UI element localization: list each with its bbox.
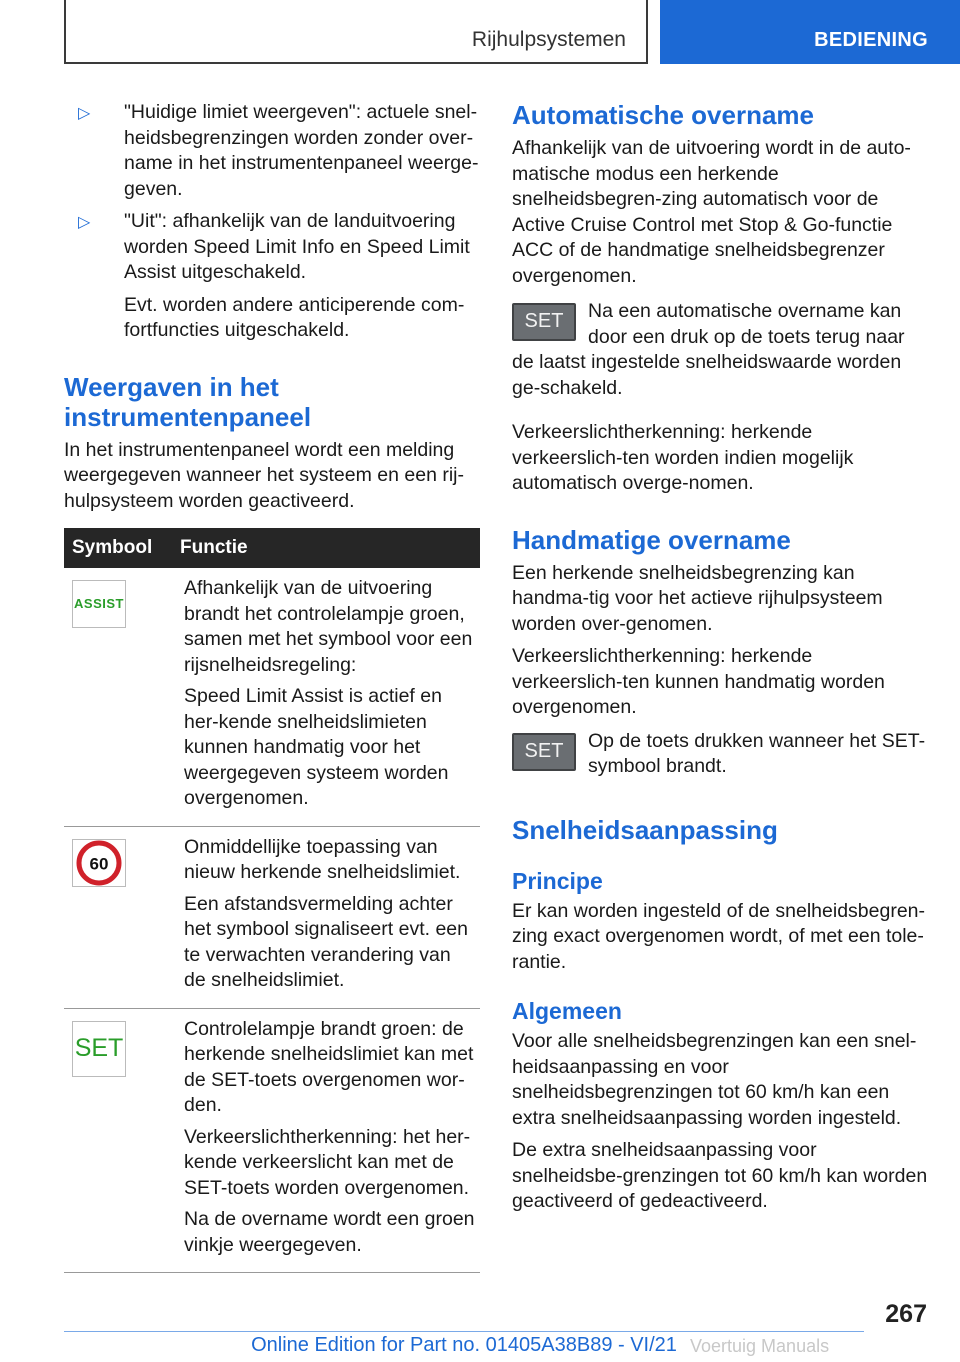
chapter-title: BEDIENING (814, 29, 928, 51)
general-text: De extra snelheidsaanpassing voor snelheidsbe-grenzingen tot 60 km/h kan worden geactiveerd of gedeactiveerd. (512, 1139, 928, 1212)
symbol-table (64, 528, 480, 1273)
manual-key-paragraph (512, 729, 928, 787)
table-row (64, 1008, 480, 1273)
bullet-text: "Huidige limiet weergeven": actuele snel-heidsbegrenzingen worden zonder over-name in het instrumentenpaneel weerge-geven. (124, 101, 479, 200)
table-row (64, 826, 480, 1008)
principle-text: Er kan worden ingesteld of de snelheidsbegren-zing exact overgenomen wordt, of met een tole-rantie. (512, 899, 926, 973)
footer-edition: Online Edition for Part no. 01405A38B89 - VI/21 (251, 1334, 677, 1356)
manual-traffic-light-text: Verkeerslichtherkenning: herkende verkeerslich-ten kunnen handmatig worden overgenomen. (512, 645, 885, 718)
bullet-text: "Uit": afhankelijk van de landuitvoering worden Speed Limit Info en Speed Limit Assist uitgeschakeld. (124, 210, 470, 283)
row-text: Verkeerslichtherkenning: het her-kende verkeerslicht kan met de SET-toets worden overgenomen. (184, 1125, 471, 1199)
heading-principle: Principe (512, 867, 603, 894)
heading-automatic-takeover: Automatische overname (512, 100, 814, 130)
heading-speed-adjustment: Snelheidsaanpassing (512, 814, 778, 845)
header-chapter-tab[interactable] (660, 0, 960, 64)
section-heading-display: Weergaven in het instrumentenpaneel (64, 371, 312, 432)
row-text: Een afstandsvermelding achter het symbool signaliseert evt. een te verwachten verandering van de snelheidslimiet. (184, 892, 468, 991)
bullet-item (64, 100, 480, 202)
row-text: Onmiddellijke toepassing van nieuw herkende snelheidslimiet. (184, 835, 461, 883)
general-text: Voor alle snelheidsbegrenzingen kan een snel-heidsaanpassing en voor snelheidsbegrenzingen tot 60 km/h kan een extra snelheidsaanpassing worden ingesteld. (512, 1030, 917, 1129)
row-text: Speed Limit Assist is actief en her-kende snelheidslimieten kunnen handmatig voor het weergegeven systeem worden overgenomen. (184, 685, 449, 809)
auto-key-paragraph (512, 299, 928, 408)
bullet-triangle-icon: ▷ (78, 214, 91, 231)
svg-text:60: 60 (89, 854, 109, 873)
footer-divider (64, 1331, 864, 1332)
table-row (64, 568, 480, 826)
page-number: 267 (885, 1300, 927, 1328)
header-section-box (64, 0, 648, 64)
set-indicator-icon: SET (72, 1021, 126, 1077)
manual-key-text: Op de toets drukken wanneer het SET-symbool brandt. (588, 729, 926, 777)
table-header-function: Functie (176, 528, 480, 568)
section-title: Rijhulpsystemen (471, 28, 626, 51)
table-header-symbol: Symbool (64, 528, 176, 568)
right-column (512, 100, 928, 1222)
display-intro: In het instrumentenpaneel wordt een melding weergegeven wanneer het systeem en een rij-hulpsysteem worden geactiveerd. (64, 438, 464, 512)
speed-limit-60-icon (72, 839, 126, 887)
row-text: Na de overname wordt een groen vinkje weergegeven. (184, 1208, 475, 1256)
bullet-continuation: Evt. worden andere anticiperende com-fortfuncties uitgeschakeld. (124, 293, 465, 341)
bullet-triangle-icon: ▷ (78, 105, 91, 122)
auto-traffic-light-text: Verkeerslichtherkenning: herkende verkeerslich-ten worden indien mogelijk automatisch overge-nomen. (512, 421, 854, 494)
manual-text: Een herkende snelheidsbegrenzing kan handma-tig voor het actieve rijhulpsysteem worden over-genomen. (512, 561, 883, 635)
footer-watermark: Voertuig Manuals (690, 1336, 830, 1356)
assist-icon: ASSIST (72, 580, 126, 628)
bullet-item (64, 209, 480, 286)
row-text: Afhankelijk van de uitvoering brandt het controlelampje groen, samen met het symbool voor een rijsnelheidsregeling: (184, 577, 473, 676)
row-text: Controlelampje brandt groen: de herkende snelheidslimiet kan met de SET-toets overgenomen wor-den. (184, 1017, 474, 1116)
heading-manual-takeover: Handmatige overname (512, 524, 791, 555)
auto-key-text: Na een automatische overname kan door een druk op de toets terug naar de laatst ingestelde snelheidswaarde worden ge-schakeld. (512, 300, 905, 399)
left-column (64, 100, 480, 1273)
set-key-icon: SET (512, 733, 576, 771)
set-key-icon: SET (512, 303, 576, 341)
auto-text: Afhankelijk van de uitvoering wordt in de auto-matische modus een herkende snelheidsbegren-zing automatisch voor de Active Cruise Control met Stop & Go-functie ACC of de handmatige snelheidsbegrenzer overgenomen. (512, 137, 911, 287)
heading-general: Algemeen (512, 998, 622, 1024)
